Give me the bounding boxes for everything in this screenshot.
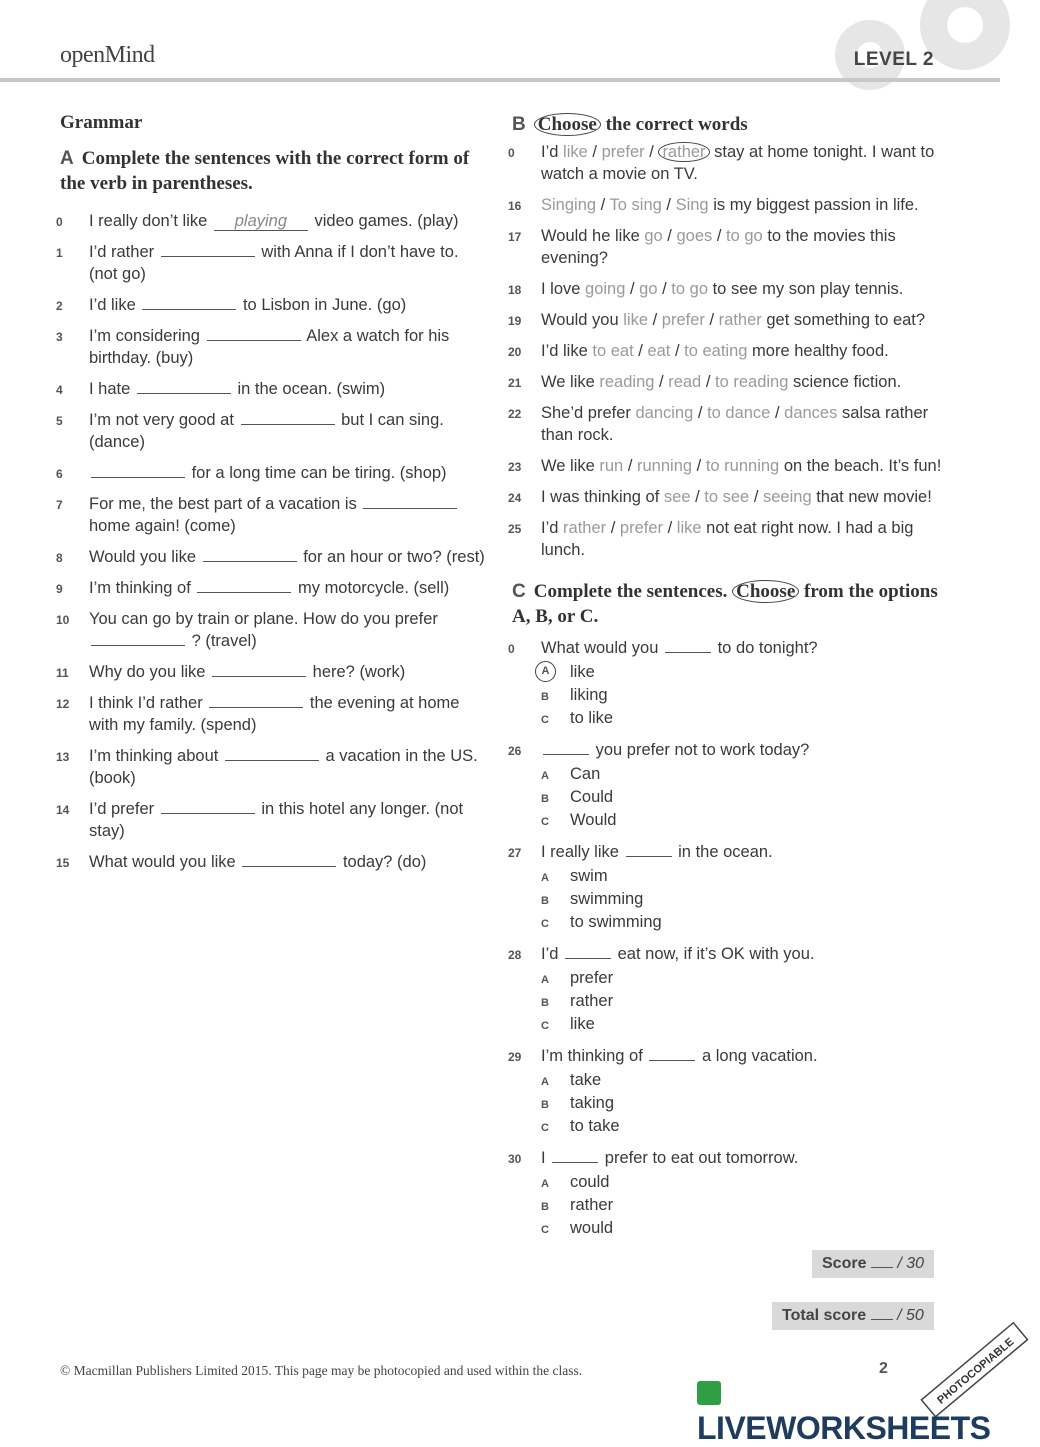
- word-option[interactable]: rather: [563, 519, 607, 537]
- section-letter: A: [60, 148, 74, 169]
- exercise-item: 18 I love going / go / to go to see my son play tennis.: [508, 278, 948, 300]
- answer-option[interactable]: [541, 661, 948, 684]
- left-column: [56, 112, 486, 882]
- answer-option[interactable]: [541, 786, 948, 809]
- answer-options: [541, 865, 948, 934]
- item-text-before: She’d prefer: [541, 404, 631, 422]
- option-letter: B: [541, 1201, 549, 1213]
- option-letter: B: [541, 895, 549, 907]
- item-number: 22: [508, 407, 522, 421]
- item-number: 3: [56, 330, 63, 344]
- word-option[interactable]: eat: [647, 342, 671, 360]
- exercise-item: [508, 1045, 948, 1138]
- item-text-before: I: [541, 1149, 546, 1167]
- answer-option[interactable]: [541, 1194, 948, 1217]
- item-number: 7: [56, 498, 63, 512]
- exercise-item: [56, 577, 486, 599]
- page-number: 2: [879, 1360, 888, 1377]
- option-text: taking: [570, 1094, 615, 1112]
- exercise-item: 22 She’d prefer dancing / to dance / dances salsa rather than rock.: [508, 404, 929, 444]
- answer-option[interactable]: [541, 684, 948, 707]
- section-letter: C: [512, 581, 526, 602]
- item-text-before: For me, the best part of a vacation is: [89, 495, 357, 513]
- exercise-item: 17 Would he like go / goes / to go to the movies this evening?: [508, 227, 896, 267]
- answer-option[interactable]: [541, 865, 948, 888]
- item-text-before: I’m thinking of: [89, 579, 191, 597]
- word-option[interactable]: prefer: [661, 311, 705, 329]
- item-number: 6: [56, 467, 63, 481]
- answer-blank[interactable]: [207, 326, 301, 341]
- answer-option[interactable]: [541, 990, 948, 1013]
- option-text: to like: [570, 709, 614, 727]
- item-text-after: salsa rather than rock.: [541, 404, 929, 444]
- option-text: liking: [570, 686, 608, 704]
- option-letter: A: [541, 974, 549, 986]
- item-number: 8: [56, 551, 63, 565]
- item-number: 25: [508, 522, 522, 536]
- option-letter: B: [541, 997, 549, 1009]
- item-text-before: I’d: [541, 945, 559, 963]
- item-text-before: I love: [541, 280, 581, 298]
- item-text-before: What would you like: [89, 853, 236, 871]
- option-text: to take: [570, 1117, 620, 1135]
- exercise-item: [56, 546, 486, 568]
- answer-blank[interactable]: [91, 463, 185, 478]
- item-number: 5: [56, 414, 63, 428]
- item-text-before: Would he like: [541, 227, 640, 245]
- word-option[interactable]: dancing: [635, 404, 694, 422]
- item-text-before: I was thinking of: [541, 488, 660, 506]
- answer-option[interactable]: [541, 1115, 948, 1138]
- answer-example: playing: [214, 212, 308, 231]
- item-text-before: Why do you like: [89, 663, 206, 681]
- item-text-after: eat now, if it’s OK with you.: [617, 945, 815, 963]
- answer-blank: [552, 1148, 598, 1163]
- item-number: 21: [508, 376, 522, 390]
- item-text-after: a vacation in the US. (book): [89, 747, 478, 787]
- item-text-after: here? (work): [312, 663, 406, 681]
- item-number: 2: [56, 299, 63, 313]
- option-text: rather: [570, 1196, 614, 1214]
- word-option[interactable]: see: [663, 488, 691, 506]
- answer-blank: [543, 740, 589, 755]
- item-text-after: for an hour or two? (rest): [303, 548, 485, 566]
- answer-blank: [665, 638, 711, 653]
- answer-blank[interactable]: [161, 799, 255, 814]
- answer-blank[interactable]: [225, 746, 319, 761]
- score-box: Score / 30: [812, 1250, 934, 1278]
- item-text-before: I really don’t like: [89, 212, 208, 230]
- answer-option[interactable]: [541, 1069, 948, 1092]
- exercise-item: 23 We like run / running / to running on the beach. It’s fun!: [508, 455, 948, 477]
- item-text-before: Would you: [541, 311, 619, 329]
- item-number: 15: [56, 856, 70, 870]
- item-text-after: the evening at home with my family. (spend): [89, 694, 460, 734]
- exercise-item: [56, 409, 486, 453]
- word-option[interactable]: prefer: [601, 143, 645, 161]
- answer-option[interactable]: [541, 888, 948, 911]
- logo: openMind: [60, 42, 155, 68]
- item-number: 18: [508, 283, 522, 297]
- item-number: 11: [56, 666, 69, 680]
- level-label: LEVEL 2: [853, 49, 934, 70]
- answer-option[interactable]: [541, 1092, 948, 1115]
- answer-blank[interactable]: [142, 295, 236, 310]
- circled-word: Choose: [732, 580, 799, 603]
- word-option[interactable]: reading: [599, 373, 655, 391]
- option-text: like: [570, 1015, 595, 1033]
- item-number: 20: [508, 345, 522, 359]
- exercise-item: [508, 943, 948, 1036]
- exercise-item: [56, 378, 486, 400]
- exercise-item: 24 I was thinking of see / to see / seeing that new movie!: [508, 486, 948, 508]
- answer-blank[interactable]: [209, 693, 303, 708]
- item-text-before: I’m considering: [89, 327, 200, 345]
- word-option[interactable]: like: [563, 143, 588, 161]
- copyright-notice: © Macmillan Publishers Limited 2015. This page may be photocopied and used within the class.: [60, 1363, 583, 1378]
- word-option[interactable]: to go: [671, 280, 708, 298]
- option-text: like: [570, 663, 595, 681]
- word-option[interactable]: like: [676, 519, 702, 537]
- answer-blank[interactable]: [242, 852, 336, 867]
- item-number: 0: [508, 642, 515, 656]
- section-letter: B: [512, 114, 526, 135]
- option-letter: C: [541, 918, 549, 930]
- option-text: could: [570, 1173, 610, 1191]
- section-b-items: [508, 141, 948, 561]
- word-option[interactable]: running: [637, 457, 693, 475]
- word-option[interactable]: rather: [658, 142, 709, 162]
- exercise-item: [56, 608, 486, 652]
- answer-option[interactable]: [541, 1171, 948, 1194]
- option-letter: A: [541, 872, 549, 884]
- option-text: swim: [570, 867, 608, 885]
- exercise-item: [56, 692, 486, 736]
- answer-option[interactable]: [541, 707, 948, 730]
- item-text-after: home again! (come): [89, 517, 236, 535]
- grammar-title: Grammar: [60, 112, 143, 133]
- answer-options: [541, 1069, 948, 1138]
- word-option[interactable]: like: [623, 311, 649, 329]
- item-text-after: to the movies this evening?: [541, 227, 896, 267]
- exercise-item: [56, 745, 486, 789]
- word-option[interactable]: go: [639, 280, 658, 298]
- exercise-item: 16 Singing / To sing / Sing is my biggest passion in life.: [508, 194, 948, 216]
- item-number: 10: [56, 613, 70, 627]
- option-text: take: [570, 1071, 602, 1089]
- option-letter: B: [541, 793, 549, 805]
- item-number: 0: [56, 215, 63, 229]
- exercise-item: [508, 739, 948, 832]
- exercise-item: [56, 294, 486, 316]
- item-number: 0: [508, 146, 515, 160]
- item-text-after: not eat right now. I had a big lunch.: [541, 519, 914, 559]
- liveworksheets-brand[interactable]: LIVEWORKSHEETS: [697, 1410, 991, 1446]
- item-text-before: I’m thinking of: [541, 1047, 643, 1065]
- answer-options: [541, 967, 948, 1036]
- word-option[interactable]: to reading: [715, 373, 789, 391]
- item-number: 9: [56, 582, 63, 596]
- exercise-item: 0 I’d like / prefer / rather stay at home tonight. I want to watch a movie on TV.: [508, 143, 935, 183]
- option-letter: C: [541, 816, 549, 828]
- circled-word: Choose: [534, 113, 601, 136]
- word-option[interactable]: Singing: [541, 196, 597, 214]
- item-number: 28: [508, 948, 522, 962]
- word-option[interactable]: prefer: [619, 519, 664, 537]
- word-option[interactable]: to running: [705, 457, 780, 475]
- word-option[interactable]: run: [599, 457, 624, 475]
- item-number: 4: [56, 383, 63, 397]
- option-letter: C: [541, 1020, 549, 1032]
- option-text: would: [570, 1219, 614, 1237]
- item-text-before: Would you like: [89, 548, 197, 566]
- item-number: 13: [56, 750, 70, 764]
- item-text-after: stay at home tonight. I want to watch a movie on TV.: [541, 143, 935, 183]
- item-text-after: today? (do): [342, 853, 427, 871]
- exercise-item: [56, 325, 486, 369]
- option-text: Could: [570, 788, 614, 806]
- item-text-after: prefer to eat out tomorrow.: [604, 1149, 799, 1167]
- item-text-after: video games. (play): [314, 212, 459, 230]
- item-number: 16: [508, 199, 522, 213]
- section-c-items: [508, 637, 948, 1240]
- word-option[interactable]: to see: [704, 488, 750, 506]
- item-text-after: in the ocean.: [678, 843, 773, 861]
- item-text-after: that new movie!: [816, 488, 932, 506]
- answer-blank[interactable]: [161, 242, 255, 257]
- option-letter: A: [541, 1178, 549, 1190]
- item-text-before: I’d rather: [89, 243, 155, 261]
- item-text-after: Alex a watch for his birthday. (buy): [89, 327, 450, 367]
- item-text-after: is my biggest passion in life.: [713, 196, 919, 214]
- item-text-after: ? (travel): [191, 632, 257, 650]
- item-text-after: in the ocean. (swim): [237, 380, 386, 398]
- answer-options: [541, 763, 948, 832]
- exercise-item: [56, 241, 486, 285]
- item-text-after: on the beach. It’s fun!: [783, 457, 942, 475]
- exercise-item: [508, 1147, 948, 1240]
- option-text: rather: [570, 992, 614, 1010]
- exercise-item: [508, 841, 948, 934]
- answer-blank: [565, 944, 611, 959]
- item-text-after: you prefer not to work today?: [595, 741, 810, 759]
- item-number: 27: [508, 846, 522, 860]
- answer-option[interactable]: [541, 911, 948, 934]
- option-letter: C: [541, 1224, 549, 1236]
- item-number: 19: [508, 314, 522, 328]
- item-number: 26: [508, 744, 522, 758]
- section-a-instruction: A Complete the sentences with the correct form of the verb in parentheses.: [60, 148, 470, 194]
- exercise-item: 19 Would you like / prefer / rather get something to eat?: [508, 309, 948, 331]
- item-text-after: science fiction.: [792, 373, 902, 391]
- item-text-after: in this hotel any longer. (not stay): [89, 800, 464, 840]
- item-text-before: I think I’d rather: [89, 694, 203, 712]
- item-text-after: but I can sing. (dance): [89, 411, 444, 451]
- option-text: to swimming: [570, 913, 662, 931]
- item-number: 24: [508, 491, 522, 505]
- item-text-after: get something to eat?: [766, 311, 926, 329]
- item-text-before: I’m not very good at: [89, 411, 234, 429]
- exercise-item: 20 I’d like to eat / eat / to eating more healthy food.: [508, 340, 948, 362]
- item-number: 1: [56, 246, 63, 260]
- item-number: 30: [508, 1152, 522, 1166]
- answer-blank: [649, 1046, 695, 1061]
- item-text-after: to Lisbon in June. (go): [242, 296, 407, 314]
- answer-blank[interactable]: [363, 494, 457, 509]
- item-text-before: I’d like: [89, 296, 136, 314]
- option-letter: B: [541, 1099, 549, 1111]
- answer-options: [541, 661, 948, 730]
- item-text-after: to do tonight?: [717, 639, 818, 657]
- item-text-before: I’d prefer: [89, 800, 155, 818]
- answer-blank[interactable]: [197, 578, 291, 593]
- option-letter: C: [541, 714, 549, 726]
- option-text: Can: [570, 765, 601, 783]
- item-text-after: a long vacation.: [701, 1047, 818, 1065]
- answer-option[interactable]: [541, 763, 948, 786]
- header-divider: [0, 78, 1000, 82]
- item-text-after: more healthy food.: [752, 342, 889, 360]
- word-option[interactable]: goes: [676, 227, 713, 245]
- item-text-before: I really like: [541, 843, 619, 861]
- item-text-after: my motorcycle. (sell): [297, 579, 450, 597]
- option-letter: A: [541, 1076, 549, 1088]
- answer-blank[interactable]: [91, 631, 185, 646]
- section-a-items: [56, 210, 486, 873]
- word-option[interactable]: read: [668, 373, 702, 391]
- item-text-before: I’m thinking about: [89, 747, 219, 765]
- item-number: 17: [508, 230, 522, 244]
- option-letter: C: [541, 1122, 549, 1134]
- item-text-after: to see my son play tennis.: [712, 280, 904, 298]
- item-text-before: I hate: [89, 380, 131, 398]
- option-letter: A: [541, 770, 549, 782]
- answer-options: [541, 1171, 948, 1240]
- exercise-item: [508, 637, 948, 730]
- item-number: 23: [508, 460, 522, 474]
- answer-option[interactable]: [541, 1217, 948, 1240]
- answer-option[interactable]: [541, 1013, 948, 1036]
- option-text: prefer: [570, 969, 614, 987]
- exercise-item: [56, 210, 486, 232]
- item-number: 14: [56, 803, 70, 817]
- answer-blank[interactable]: [203, 547, 297, 562]
- word-option[interactable]: to go: [726, 227, 763, 245]
- answer-blank: [626, 842, 672, 857]
- exercise-item: [56, 462, 486, 484]
- option-text: Would: [570, 811, 617, 829]
- exercise-item: [56, 851, 486, 873]
- word-option[interactable]: rather: [718, 311, 762, 329]
- item-text-before: We like: [541, 457, 595, 475]
- word-option[interactable]: seeing: [763, 488, 812, 506]
- option-letter: B: [541, 691, 549, 703]
- answer-option[interactable]: [541, 967, 948, 990]
- item-text-before: I’d like: [541, 342, 588, 360]
- item-text-before: You can go by train or plane. How do you prefer: [89, 610, 438, 628]
- word-option[interactable]: to eat: [592, 342, 634, 360]
- item-text-before: We like: [541, 373, 595, 391]
- exercise-item: [56, 493, 486, 537]
- word-option[interactable]: going: [585, 280, 626, 298]
- option-letter: A: [535, 661, 556, 682]
- exercise-item: [56, 661, 486, 683]
- answer-blank[interactable]: [212, 662, 306, 677]
- word-option[interactable]: go: [644, 227, 663, 245]
- item-number: 29: [508, 1050, 522, 1064]
- item-text-after: for a long time can be tiring. (shop): [191, 464, 447, 482]
- option-text: swimming: [570, 890, 644, 908]
- answer-blank[interactable]: [137, 379, 231, 394]
- word-option[interactable]: dances: [784, 404, 838, 422]
- item-text-before: I’d: [541, 519, 559, 537]
- exercise-item: 21 We like reading / read / to reading science fiction.: [508, 371, 948, 393]
- total-score-box: Total score / 50: [772, 1302, 934, 1330]
- word-option[interactable]: to eating: [684, 342, 748, 360]
- answer-blank[interactable]: [241, 410, 335, 425]
- stamp-text: PHOTOCOPIABLE: [935, 1335, 1017, 1407]
- word-option[interactable]: to dance: [707, 404, 771, 422]
- word-option[interactable]: Sing: [675, 196, 709, 214]
- answer-option[interactable]: [541, 809, 948, 832]
- item-number: 12: [56, 697, 70, 711]
- exercise-item: [56, 798, 486, 842]
- section-b-instruction: B Choose the correct words: [512, 114, 748, 135]
- item-text-after: with Anna if I don’t have to. (not go): [89, 243, 459, 283]
- right-column: [508, 112, 948, 1249]
- item-text-before: I’d: [541, 143, 559, 161]
- exercise-item: 25 I’d rather / prefer / like not eat right now. I had a big lunch.: [508, 519, 914, 559]
- item-text-before: What would you: [541, 639, 659, 657]
- word-option[interactable]: To sing: [609, 196, 662, 214]
- section-c-instruction: C Complete the sentences. Choose from the options A, B, or C.: [512, 581, 938, 627]
